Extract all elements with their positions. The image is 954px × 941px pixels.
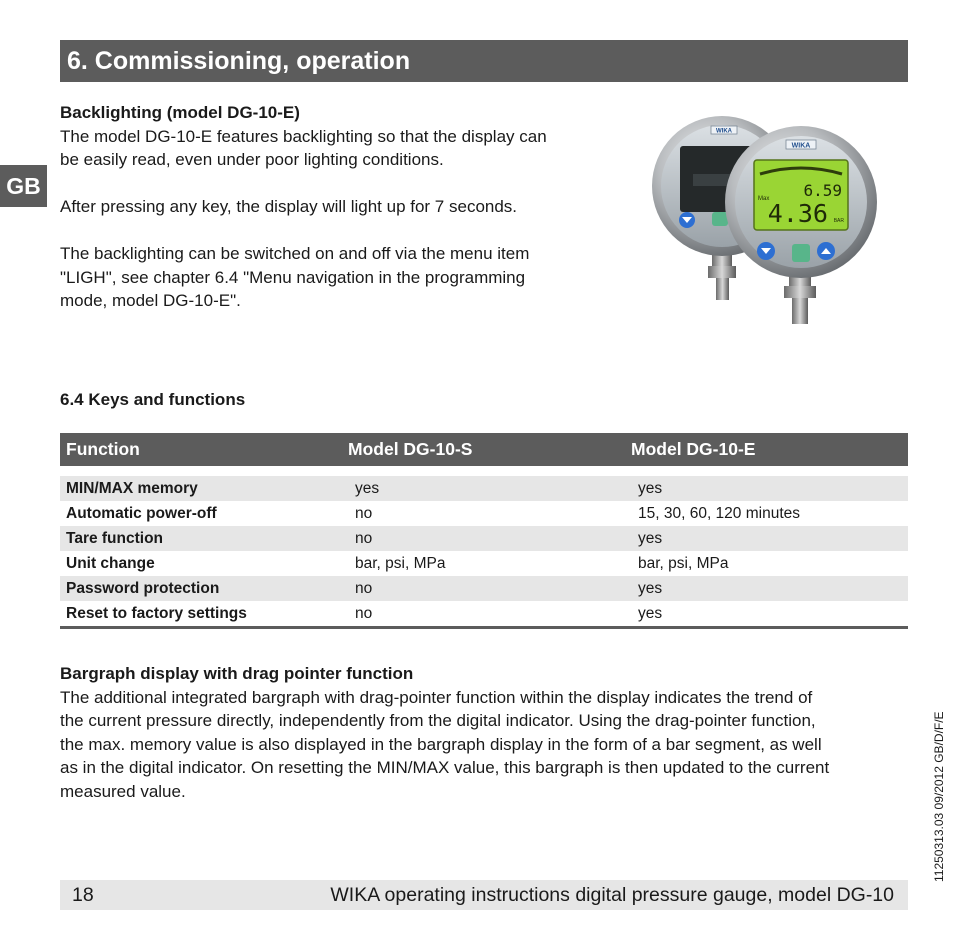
table-row: [60, 551, 908, 576]
table-row: [60, 526, 908, 551]
lcd-unit: BAR: [833, 218, 844, 224]
footer-text: WIKA operating instructions digital pressure gauge, model DG-10: [330, 884, 894, 906]
lcd-small-value: 6.59: [803, 181, 842, 200]
table-cell: yes: [625, 476, 908, 501]
spacer: [60, 172, 620, 196]
lcd-max-label: Max: [758, 196, 770, 202]
table-row: [60, 576, 908, 601]
bargraph-line5: measured value.: [60, 781, 186, 801]
table-cell: Unit change: [66, 554, 155, 572]
backlighting-para2: After pressing any key, the display will light up for 7 seconds.: [60, 197, 518, 216]
backlighting-para1-line2: be easily read, even under poor lighting conditions.: [60, 150, 444, 169]
document-code: 11250313.03 09/2012 GB/D/F/E: [932, 711, 946, 882]
backlighting-heading: Backlighting (model DG-10-E): [60, 103, 300, 122]
gauge-photo: [646, 104, 878, 336]
front-brand-label: WIKA: [791, 142, 811, 150]
keys-table: [60, 433, 908, 629]
table-row: [60, 501, 908, 526]
column-header-function: Function: [60, 433, 342, 466]
backlighting-section: [60, 101, 620, 313]
bargraph-line1: The additional integrated bargraph with drag-pointer function within the display indicates the trend of: [60, 687, 813, 707]
page-number: 18: [72, 884, 94, 906]
table-cell: no: [355, 504, 373, 522]
column-header-dg10s: Model DG-10-S: [342, 433, 625, 466]
bargraph-section: [60, 662, 908, 803]
table-row: [60, 601, 908, 628]
language-tab: GB: [0, 165, 47, 207]
lcd-main-value: 4.36: [767, 199, 828, 228]
bargraph-line3: the max. memory value is also displayed in the bargraph display in the form of a bar segment, as well: [60, 734, 822, 754]
table-cell: Password protection: [60, 576, 342, 601]
backlighting-para3-line1: The backlighting can be switched on and off via the menu item: [60, 244, 530, 263]
backlighting-para3-line3: mode, model DG-10-E".: [60, 291, 241, 310]
backlighting-para1-line1: The model DG-10-E features backlighting so that the display can: [60, 126, 547, 146]
bargraph-heading: Bargraph display with drag pointer function: [60, 664, 414, 683]
menu-key-icon: [792, 244, 810, 262]
table-cell: yes: [625, 576, 908, 601]
table-cell: bar, psi, MPa: [638, 554, 729, 572]
footer: [60, 880, 908, 910]
table-cell: Automatic power-off: [66, 504, 217, 522]
keys-heading: 6.4 Keys and functions: [60, 390, 246, 409]
table-cell: yes: [625, 601, 908, 628]
section-title: 6. Commissioning, operation: [60, 40, 908, 82]
table-header-row: [60, 433, 908, 466]
table-cell: MIN/MAX memory: [60, 476, 342, 501]
table-cell: 15, 30, 60, 120 minutes: [638, 504, 801, 522]
spacer: [60, 219, 620, 243]
table-cell: no: [342, 576, 625, 601]
rear-brand-label: WIKA: [716, 128, 732, 135]
table-row: [60, 476, 908, 501]
column-header-dg10e: Model DG-10-E: [625, 433, 908, 466]
table-cell: bar, psi, MPa: [355, 554, 446, 572]
bargraph-line4: as in the digital indicator. On resetting the MIN/MAX value, this bargraph is then updated to the current: [60, 758, 830, 777]
table-cell: Tare function: [60, 526, 342, 551]
table-cell: yes: [625, 526, 908, 551]
table-cell: no: [342, 601, 625, 628]
table-cell: Reset to factory settings: [60, 601, 342, 628]
backlighting-para3-line2: "LIGH", see chapter 6.4 "Menu navigation in the programming: [60, 267, 526, 287]
gauge-front: [725, 126, 877, 324]
bargraph-line2: the current pressure directly, independently from the digital indicator. Using the drag-pointer function,: [60, 711, 816, 730]
table-cell: no: [342, 526, 625, 551]
table-cell: yes: [342, 476, 625, 501]
